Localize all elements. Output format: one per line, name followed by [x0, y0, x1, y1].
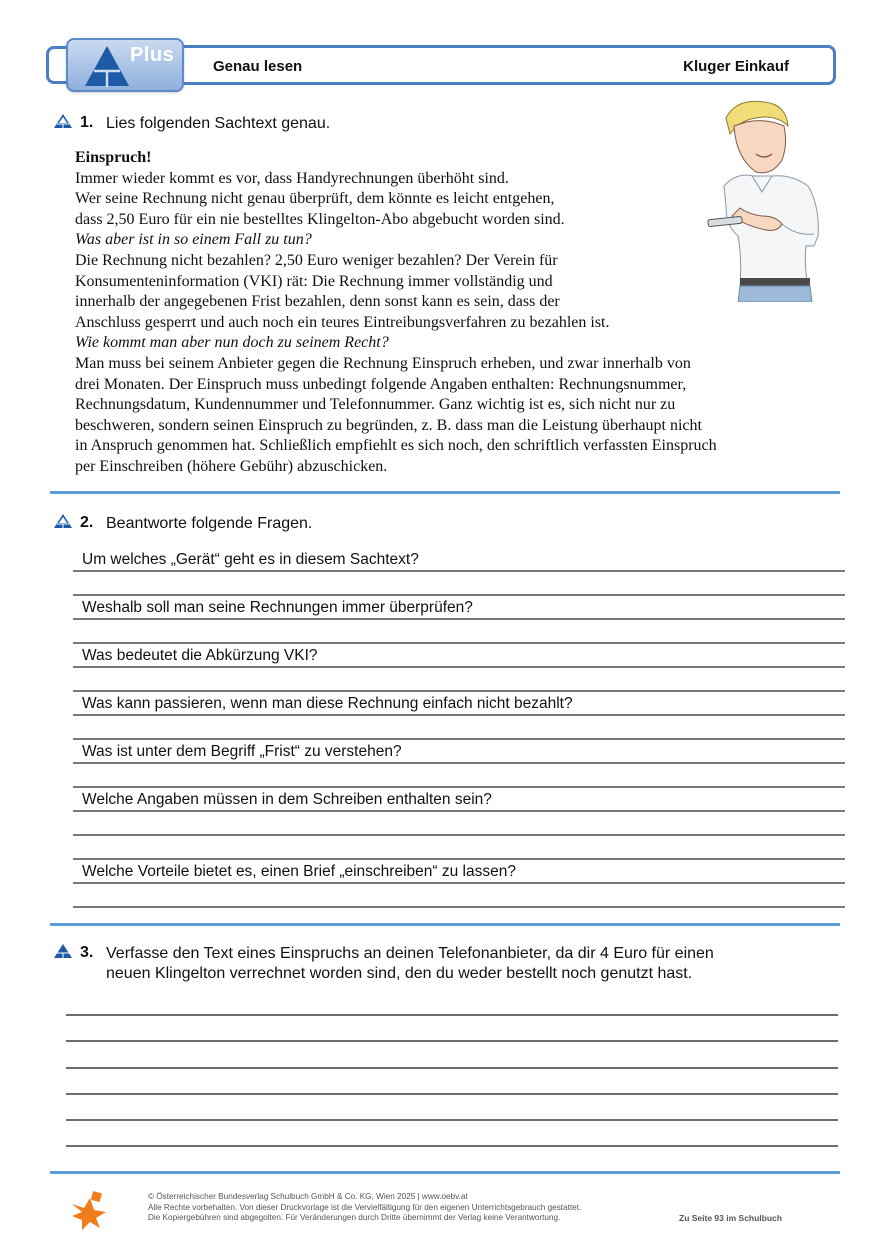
copyright-line: © Österreichischer Bundesverlag Schulbuch GmbH & Co. KG, Wien 2025 | www.oebv.at	[148, 1192, 468, 1201]
task3-instruction-line2: neuen Klingelton verrechnet worden sind, den du weder bestellt noch genutzt hast.	[106, 965, 693, 982]
pyramid-logo-icon	[82, 44, 132, 88]
question-underline	[73, 762, 845, 764]
task3-number: 3.	[80, 944, 94, 961]
question-underline	[73, 810, 845, 812]
copyright-line: Alle Rechte vorbehalten. Von dieser Druckvorlage ist die Vervielfältigung für den eigenen Unterrichtsgebrauch gestattet.	[148, 1202, 582, 1212]
reading-line: Man muss bei seinem Anbieter gegen die Rechnung Einspruch erheben, und zwar innerhalb von	[75, 354, 691, 372]
answer-line[interactable]	[73, 858, 845, 860]
question-underline	[73, 570, 845, 572]
reading-line: drei Monaten. Der Einspruch muss unbedingt folgende Angaben enthalten: Rechnungsnummer,	[75, 375, 687, 393]
reading-line: Die Rechnung nicht bezahlen? 2,50 Euro weniger bezahlen? Der Verein für	[75, 251, 558, 269]
question-5: Was ist unter dem Begriff „Frist“ zu verstehen?	[82, 743, 402, 760]
reading-subheading: Wie kommt man aber nun doch zu seinem Recht?	[75, 334, 389, 352]
reading-line: per Einschreiben (höhere Gebühr) abzuschicken.	[75, 457, 388, 475]
answer-line[interactable]	[73, 738, 845, 740]
plus-badge-label: Plus	[130, 44, 175, 66]
plus-badge	[66, 38, 184, 92]
reading-line: innerhalb der angegebenen Frist bezahlen, denn sonst kann es sein, dass der	[75, 293, 560, 311]
task-pyramid-icon	[53, 943, 73, 959]
page-reference: Zu Seite 93 im Schulbuch	[679, 1213, 782, 1223]
footer-divider	[50, 1171, 840, 1174]
question-underline	[73, 666, 845, 668]
task-pyramid-icon	[53, 513, 73, 529]
section-divider	[50, 491, 840, 494]
question-6: Welche Angaben müssen in dem Schreiben enthalten sein?	[82, 791, 492, 808]
writing-line[interactable]	[66, 1119, 838, 1121]
question-underline	[73, 714, 845, 716]
publisher-logo-icon	[70, 1190, 110, 1230]
copyright-notice	[148, 1192, 581, 1224]
man-with-phone-illustration	[696, 96, 836, 302]
section-title: Genau lesen	[213, 58, 303, 75]
question-underline	[73, 618, 845, 620]
task3-instruction-line1: Verfasse den Text eines Einspruchs an deinen Telefonanbieter, da dir 4 Euro für einen	[106, 945, 714, 962]
writing-line[interactable]	[66, 1093, 838, 1095]
reading-line: Anschluss gesperrt und auch noch ein teures Eintreibungsverfahren zu bezahlen ist.	[75, 313, 610, 331]
reading-subheading: Was aber ist in so einem Fall zu tun?	[75, 231, 312, 249]
chapter-title: Kluger Einkauf	[683, 58, 789, 75]
task-pyramid-icon	[53, 113, 73, 129]
answer-line[interactable]	[73, 690, 845, 692]
question-3: Was bedeutet die Abkürzung VKI?	[82, 647, 318, 664]
question-7: Welche Vorteile bietet es, einen Brief „einschreiben“ zu lassen?	[82, 863, 516, 880]
reading-line: dass 2,50 Euro für ein nie bestelltes Klingelton-Abo abgebucht worden sind.	[75, 210, 565, 228]
question-underline	[73, 882, 845, 884]
question-2: Weshalb soll man seine Rechnungen immer überprüfen?	[82, 599, 473, 616]
answer-line[interactable]	[73, 642, 845, 644]
writing-line[interactable]	[66, 1145, 838, 1147]
section-divider	[50, 923, 840, 926]
writing-line[interactable]	[66, 1014, 838, 1016]
question-1: Um welches „Gerät“ geht es in diesem Sachtext?	[82, 551, 419, 568]
question-4: Was kann passieren, wenn man diese Rechnung einfach nicht bezahlt?	[82, 695, 573, 712]
answer-line[interactable]	[73, 834, 845, 836]
reading-line: Rechnungsdatum, Kundennummer und Telefonnummer. Ganz wichtig ist es, sich nicht nur zu	[75, 396, 676, 414]
answer-line[interactable]	[73, 906, 845, 908]
writing-line[interactable]	[66, 1067, 838, 1069]
answer-line[interactable]	[73, 594, 845, 596]
answer-line[interactable]	[73, 786, 845, 788]
task1-number: 1.	[80, 114, 94, 131]
copyright-line: Die Kopiergebühren sind abgegolten. Für Veränderungen durch Dritte übernimmt der Verlag keine Verantwortung.	[148, 1213, 561, 1222]
reading-line: Immer wieder kommt es vor, dass Handyrechnungen überhöht sind.	[75, 169, 509, 187]
task1-instruction: Lies folgenden Sachtext genau.	[106, 115, 331, 132]
writing-line[interactable]	[66, 1040, 838, 1042]
task2-number: 2.	[80, 514, 94, 531]
reading-line: Konsumenteninformation (VKI) rät: Die Rechnung immer vollständig und	[75, 272, 553, 290]
reading-title: Einspruch!	[75, 149, 152, 166]
reading-line: in Anspruch genommen hat. Schließlich empfiehlt es sich noch, den schriftlich verfassten Einspruch	[75, 437, 717, 455]
reading-line: beschweren, sondern seinen Einspruch zu begründen, z. B. dass man die Leistung überhaupt nicht	[75, 416, 702, 434]
task2-instruction: Beantworte folgende Fragen.	[106, 515, 313, 532]
reading-line: Wer seine Rechnung nicht genau überprüft, dem könnte es leicht entgehen,	[75, 190, 555, 208]
